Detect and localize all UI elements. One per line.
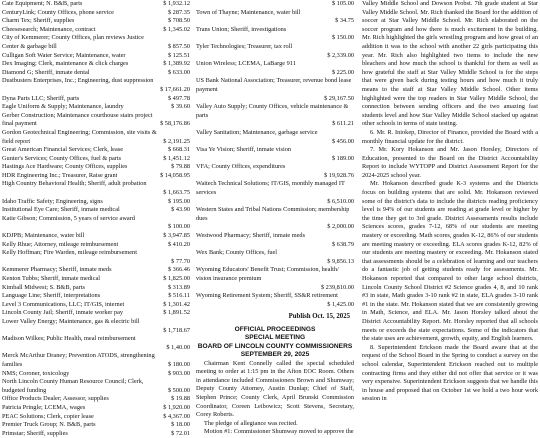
expenditure-row	[196, 26, 354, 35]
expenditure-row	[2, 129, 190, 138]
amount: $ 17,661.20	[160, 85, 190, 93]
payee-description: Trans Union; Sheriff, investigations	[196, 25, 287, 33]
expenditure-row	[196, 69, 354, 78]
expenditure-row	[196, 223, 354, 232]
amount: $ 77.70	[171, 257, 190, 265]
payee-description: Idaho Traffic Safety; Engineering, signs	[2, 197, 103, 205]
payee-description: CenturyLink; County Offices, phone service	[2, 8, 114, 16]
expenditure-row	[2, 103, 190, 112]
expenditure-row	[2, 327, 190, 336]
amount: $ 34.75	[335, 17, 354, 25]
expenditure-row	[2, 361, 190, 370]
amount	[351, 275, 354, 284]
expenditure-row	[196, 215, 354, 224]
expenditure-row	[196, 146, 354, 155]
amount: $ 6,510.00	[327, 197, 354, 205]
expenditure-row	[2, 266, 190, 275]
payee-description: Wyoming Educators' Benefit Trust; Commission, health/	[196, 266, 339, 274]
amount	[351, 266, 354, 275]
payee-description: Premier Truck Group; N. B&B, parts	[2, 421, 96, 429]
amount: $ 1,301.42	[163, 300, 190, 308]
amount: $ 857.50	[167, 42, 190, 50]
payee-description: KDJPB; Maintenance, water bill	[2, 232, 85, 240]
expenditure-row	[196, 95, 354, 104]
expenditure-row	[2, 69, 190, 78]
amount: $ 239,810.00	[320, 283, 354, 291]
amount: $ 39.60	[171, 103, 190, 111]
expenditures-column-1	[2, 0, 190, 438]
payee-description: High Country Behavioral Health; Sheriff, adult probation	[2, 180, 147, 188]
payee-description: field report	[2, 137, 31, 145]
expenditure-row	[2, 86, 190, 95]
payee-description: Lincoln County Jail; Sheriff, inmate worker pay	[2, 309, 124, 317]
amount	[187, 129, 190, 138]
expenditures-list	[196, 0, 354, 309]
paragraph: Mr. Hokanson described grade K-3 systems and the Districts focus on building systems that are solid. Mr. Hokanson reviewed some of the district's data to include the districts reading proficiency level is 94% of our students are reading at grade level or higher by the time they get to 3rd grade. District Assessments results include Sciences scores, grades 7-12, 68% of our students are meeting mastery or exceeding. Math scores, grades K-12, 86% of our students are meeting mastery or exceeding. ELA scores grades K-12, 82% of our students are meeting mastery or exceeding. Mr. Hokanson stated that assessments should be a celebration of learning and our teachers do a fantastic job of getting students ready for assessments. Mr. Hokanson reported that compared to other large school districts, Lincoln County School District #2 Science grades 4, 8, and 10 rank #3 in state, Math grades 3-10 rank #2 in state, ELA grades 3-10 rank #1 in the state. Mr. Hokanson stated that we are consistently growing in Math, Science, and ELA. Mr. Jason Horsley talked about the District Accountability Report. Mr. Horsley reported that all schools meets or exceeds the state expectations. Some of the indicators that the state uses are achievement, growth, equity, and English learners.	[362, 180, 538, 343]
expenditure-row	[196, 138, 354, 147]
paragraph: Chairman Kent Connelly called the special scheduled meeting to order at 1:15 pm in the Afton EOC Room. Others in attendance included Commissioners Brown and Shumway; Deputy County Attorney, Austin Dunlap; Chief of Staff, Stephen Prince; County Clerk, April Brunski Commission Coordinator, Coreen Leibowicz; Scott Stevens, Secretary, Corey Roberts.	[196, 359, 354, 419]
expenditure-row	[2, 189, 190, 198]
expenditure-row	[2, 344, 190, 353]
amount	[351, 43, 354, 52]
payee-description: Katie Gibson; Commission, 5 years of service award	[2, 214, 135, 222]
amount	[187, 335, 190, 344]
amount: $ 287.35	[167, 8, 190, 16]
expenditure-row	[196, 112, 354, 121]
payee-description: Town of Thayne; Maintenance, water bill	[196, 8, 301, 16]
expenditure-row	[196, 189, 354, 198]
payee-description: Culligan Soft Water Service; Maintenance, water	[2, 51, 126, 59]
payee-description: dues	[196, 214, 208, 222]
expenditure-row	[196, 52, 354, 61]
expenditure-row	[196, 258, 354, 267]
expenditure-row	[2, 26, 190, 35]
amount: $ 1,425.00	[327, 300, 354, 308]
payee-description: North Lincoln County Human Resource Council; Clerk,	[2, 378, 144, 386]
payee-description: VFA; County Offices, expenditures	[196, 163, 286, 171]
amount	[351, 77, 354, 86]
payee-description: Cate Equipment; N. B&B, parts	[2, 0, 83, 7]
paragraph: The pledge of allegiance was recited.	[204, 419, 298, 427]
expenditure-row	[2, 413, 190, 422]
amount	[351, 180, 354, 189]
payee-description: families	[2, 360, 23, 368]
amount: $ 903.00	[167, 369, 190, 377]
payee-description: Kimball Midwest; S. B&B, parts	[2, 283, 85, 291]
expenditure-row	[2, 112, 190, 121]
amount: $ 611.21	[332, 120, 354, 128]
expenditure-row	[2, 318, 190, 327]
payee-description: US Bank National Association; Treasurer, revenue bond lease	[196, 77, 351, 85]
expenditure-row	[2, 95, 190, 104]
amount: $ 180.00	[167, 360, 190, 368]
payee-description: Gunter's Services; County Offices, fuel & parts	[2, 154, 122, 162]
payee-description: HDR Engineering Inc.; Treasurer, Raise grant	[2, 171, 118, 179]
paragraph: 6. Mr. R. Iniokep, Director of Finance, provided the Board with a monthly financial update for the district.	[362, 128, 538, 145]
amount: $ 633.00	[167, 68, 190, 76]
amount	[351, 60, 354, 69]
amount: $ 1,345.02	[163, 25, 190, 33]
amount: $ 43.90	[171, 206, 190, 214]
expenditure-row	[2, 335, 190, 344]
expenditure-row	[2, 404, 190, 413]
paragraph: 8. Superintendent Erickson made the Board aware that at the request of the School Board in the Spring to conduct a survey on the school calendar, Superintendent Erickson reached out to multiple contracting firms and they either did not offer that service or it was very expensive. Superintendent Erickson suggests that we handle this in house and proposed that on October 1st we hold a two hour work session in	[362, 343, 538, 403]
payee-description: Westwood Pharmacy; Sheriff, inmate meds	[196, 232, 306, 240]
amount: $ 9,856.13	[327, 257, 354, 265]
amount: $ 58,176.86	[160, 120, 190, 128]
amount	[351, 206, 354, 215]
expenditure-row	[196, 60, 354, 69]
payee-description: Kelly Rhue; Attorney, mileage reimbursement	[2, 240, 119, 248]
expenditure-row	[2, 9, 190, 18]
expenditure-row	[2, 155, 190, 164]
expenditure-row	[196, 249, 354, 258]
amount: $ 668.31	[167, 146, 190, 154]
payee-description: Wex Bank; County Offices, fuel	[196, 249, 278, 257]
expenditure-row	[2, 146, 190, 155]
amount: $ 3,947.85	[163, 232, 190, 240]
amount: $ 105.00	[331, 0, 354, 7]
paragraph: Valley Middle School and Dowson Probst. 7th grade student at Star Valley Middle School. Mr. Rich thanked the Board for the addition of soccer at Star Valley Middle School. Mr. Rich elaborated on the soccer program and how there is much excitement in the building. Mr. Rich highlighted the girls wrestling program and how great of an addition it was to the school with another 22 girls participating this year. Mr. Rich also highlighted two items to include the new bleachers and how much the school is thankful for them as well as how grateful the staff at Star Valley Middle School is for the steps that were given back during testing hours and how much it truly means to the staff at Star Valley Middle School. Other items highlighted were the top readers in Star Valley Middle School, the connection between sending officers and the two amazing fast students level and how Star Valley Middle School stacked up against other schools in terms of state testing.	[362, 0, 538, 128]
expenditure-row	[2, 198, 190, 207]
payee-description: Kemmerer Pharmacy; Sheriff, inmate meds	[2, 266, 112, 274]
amount: $ 366.46	[167, 266, 190, 274]
amount: $ 1,920.00	[163, 403, 190, 411]
amount: $ 100.00	[167, 223, 190, 231]
amount: $ 150.00	[331, 34, 354, 42]
amount: $ 1,40.00	[166, 343, 190, 351]
proceedings-body	[196, 360, 354, 437]
expenditure-row	[2, 180, 190, 189]
expenditure-row	[2, 138, 190, 147]
payee-description: Eagle Uniform & Supply; Maintenance, laundry	[2, 103, 124, 111]
expenditure-row	[2, 172, 190, 181]
expenditure-row	[196, 232, 354, 241]
expenditure-row	[2, 421, 190, 430]
payee-description: Tyler Technologies; Treasurer, tax roll	[196, 42, 293, 50]
payee-description: Institutional Eye Care; Sheriff, inmate medical	[2, 206, 120, 214]
amount	[187, 378, 190, 387]
expenditure-row	[196, 292, 354, 301]
expenditure-row	[2, 275, 190, 284]
expenditure-row	[196, 275, 354, 284]
payee-description: Great American Financial Services; Clerk, lease	[2, 146, 123, 154]
payee-description: Gordon Geotechnical Engineering; Commission, site visits &	[2, 128, 157, 136]
payee-description: services	[196, 189, 217, 197]
payee-description: Dyna Parts LLC; Sheriff, parts	[2, 94, 80, 102]
amount: $ 1,451.12	[163, 154, 190, 162]
payee-description: Level 3 Communications, LLC; IT/GIS, internet	[2, 300, 125, 308]
expenditure-row	[2, 352, 190, 361]
heading-line: BOARD OF LINCOLN COUNTY COMMISSIONERS	[197, 342, 353, 350]
amount	[351, 292, 354, 301]
amount: $ 4,367.00	[163, 412, 190, 420]
expenditure-row	[2, 284, 190, 293]
payee-description: NMS; Coroner, toxicology	[2, 369, 70, 377]
expenditure-row	[196, 206, 354, 215]
expenditure-row	[196, 103, 354, 112]
expenditure-row	[2, 292, 190, 301]
payee-description: Waitech Technical Solutions; IT/GIS, monthly managed IT	[196, 180, 345, 188]
expenditure-row	[196, 180, 354, 189]
payee-description: Gerber Construction; Maintenance courthouse stairs project	[2, 111, 153, 119]
expenditure-row	[2, 370, 190, 379]
amount: $ 29,167.50	[324, 94, 354, 102]
payee-description: Wyoming Retirement System; Sheriff, SS&R retirement	[196, 292, 338, 300]
amount	[187, 318, 190, 327]
payee-description: Kelly Hoffman; Fire Warden, mileage reimbursement	[2, 249, 137, 257]
amount: $ 19.88	[171, 395, 190, 403]
publish-date: Publish Oct. 15, 2025	[288, 313, 350, 321]
expenditure-row	[196, 155, 354, 164]
amount: $ 497.78	[167, 94, 190, 102]
amount: $ 18.00	[171, 421, 190, 429]
payee-description: Hastings Ace Hardware; County Offices, supplies	[2, 163, 128, 171]
expenditure-row	[196, 34, 354, 43]
expenditure-row	[2, 206, 190, 215]
payee-description: final payment	[2, 120, 37, 128]
amount	[351, 103, 354, 112]
amount: $ 638.79	[331, 240, 354, 248]
amount: $ 1,718.67	[163, 326, 190, 334]
payee-description: Kenton Tubbs; Sheriff, inmate medical	[2, 275, 101, 282]
amount	[351, 9, 354, 18]
payee-description: Center & garbage bill	[2, 42, 57, 50]
amount: $ 1,932.12	[163, 0, 190, 7]
paragraph: Motion #1: Commissioner Shumway moved to approve the	[204, 428, 354, 436]
amount	[351, 129, 354, 138]
expenditure-row	[2, 215, 190, 224]
expenditure-row	[196, 266, 354, 275]
amount: $ 2,191.25	[163, 137, 190, 145]
payee-description: Language Line; Sheriff, interpretations	[2, 292, 101, 300]
expenditures-column-2	[196, 0, 354, 437]
amount: $ 1,891.52	[163, 309, 190, 317]
amount	[351, 189, 354, 198]
payee-description: Charm Tex; Sheriff, supplies	[2, 17, 75, 25]
expenditure-row	[2, 249, 190, 258]
payee-description: parts	[196, 111, 209, 119]
payee-description: Union Wireless; LCEMA, LaBarge 911	[196, 60, 296, 68]
expenditure-row	[196, 301, 354, 310]
payee-description: payment	[196, 85, 218, 93]
heading-line: SEPTEMBER 29, 2025	[240, 351, 310, 359]
amount	[351, 26, 354, 35]
amount: $ 189.00	[331, 154, 354, 162]
payee-description: Valley Sanitation; Maintenance, garbage service	[196, 128, 318, 136]
payee-description: Visa Ye Vision; Sheriff, inmate vision	[196, 146, 292, 154]
payee-description: vision insurance premium	[196, 275, 262, 282]
payee-description: budgeted funding	[2, 386, 47, 394]
amount	[187, 180, 190, 189]
amount	[187, 77, 190, 86]
payee-description: Primstar; Sheriff, supplies	[2, 429, 68, 437]
expenditure-row	[2, 52, 190, 61]
amount	[351, 112, 354, 121]
payee-description: PEAC Solutions; Clerk, copier lease	[2, 412, 94, 420]
expenditure-row	[2, 34, 190, 43]
expenditure-row	[2, 301, 190, 310]
amount: $ 125.51	[167, 51, 190, 59]
paragraph: 7. Mr. Kory Hokanson and Mr. Jason Horsley, Directors of Education, presented to the Board on the District Accountability Report to include WYTOPP and District Assessment Report for the 2024-2025 school year.	[362, 146, 538, 179]
expenditure-row	[2, 163, 190, 172]
payee-description: Patricia Pringle; LCEMA, wages	[2, 403, 86, 411]
amount	[351, 146, 354, 155]
amount	[187, 215, 190, 224]
amount	[187, 112, 190, 121]
expenditure-row	[196, 43, 354, 52]
expenditure-row	[2, 258, 190, 267]
payee-description: Dex Imaging; Clerk, maintenance & click charges	[2, 60, 129, 68]
amount: $ 14,058.95	[160, 171, 190, 179]
amount: $ 708.50	[167, 17, 190, 25]
amount: $ 410.20	[167, 240, 190, 248]
expenditure-row	[2, 430, 190, 438]
payee-description: Merck McArthur Draney; Prevention ATODS, strengthening	[2, 352, 155, 360]
payee-description: City of Kemmerer; County Offices, plan reviews Justice	[2, 34, 144, 42]
amount	[351, 86, 354, 95]
amount: $ 195.00	[167, 197, 190, 205]
amount: $ 1,825.00	[163, 275, 190, 282]
amount	[187, 34, 190, 43]
amount: $ 516.11	[168, 292, 190, 300]
expenditure-row	[196, 172, 354, 181]
amount: $ 19,928.76	[324, 171, 354, 179]
expenditure-row	[196, 120, 354, 129]
amount: $ 2,000.00	[327, 223, 354, 231]
payee-description: Lower Valley Energy; Maintenance, gas & electric bill	[2, 317, 140, 325]
expenditure-row	[196, 0, 354, 9]
expenditure-row	[2, 387, 190, 396]
expenditure-row	[2, 309, 190, 318]
payee-description: Cheesesearch; Maintenance, contract	[2, 25, 96, 33]
amount	[351, 163, 354, 172]
amount: $ 313.89	[167, 283, 190, 291]
payee-description: Western States and Tribal Nations Commission; membership	[196, 206, 350, 214]
expenditure-row	[2, 120, 190, 129]
expenditure-row	[2, 0, 190, 9]
expenditure-row	[2, 17, 190, 26]
payee-description: Dustbusters Enterprises, Inc.; Engineering, dust suppression	[2, 77, 154, 85]
amount: $ 1,389.92	[163, 60, 190, 68]
amount	[187, 249, 190, 258]
expenditure-row	[196, 77, 354, 86]
expenditure-row	[196, 284, 354, 293]
amount: $ 79.88	[171, 163, 190, 171]
amount	[351, 232, 354, 241]
expenditure-row	[196, 198, 354, 207]
amount	[187, 352, 190, 361]
amount: $ 225.00	[331, 68, 354, 76]
heading-line: SPECIAL MEETING	[244, 334, 306, 342]
expenditure-row	[2, 43, 190, 52]
amount: $ 72.01	[171, 429, 190, 437]
expenditure-row	[2, 77, 190, 86]
amount	[351, 215, 354, 224]
amount: $ 2,339.00	[327, 51, 354, 59]
expenditure-row	[196, 129, 354, 138]
expenditure-row	[196, 163, 354, 172]
expenditure-row	[2, 223, 190, 232]
expenditure-row	[196, 241, 354, 250]
amount	[351, 249, 354, 258]
payee-description: Office Products Dealer; Assessor, supplies	[2, 395, 109, 403]
payee-description: Diamond G; Sheriff, inmate dental	[2, 68, 90, 76]
proceedings-heading	[196, 326, 354, 360]
expenditure-row	[196, 86, 354, 95]
payee-description: Madison Wilkes; Public Health, meal reimbursement	[2, 335, 136, 343]
expenditure-row	[2, 241, 190, 250]
payee-description: Valley Auto Supply; County Offices, vehicle maintenance &	[196, 103, 349, 111]
amount: $ 500.00	[167, 386, 190, 394]
amount: $ 1,663.75	[163, 189, 190, 197]
amount: $ 456.00	[331, 137, 354, 145]
expenditure-row	[2, 60, 190, 69]
expenditure-row	[2, 378, 190, 387]
heading-line: OFFICIAL PROCEEDINGS	[234, 325, 316, 333]
article-column-3	[362, 0, 538, 404]
expenditure-row	[196, 17, 354, 26]
expenditure-row	[2, 232, 190, 241]
expenditure-row	[196, 9, 354, 18]
